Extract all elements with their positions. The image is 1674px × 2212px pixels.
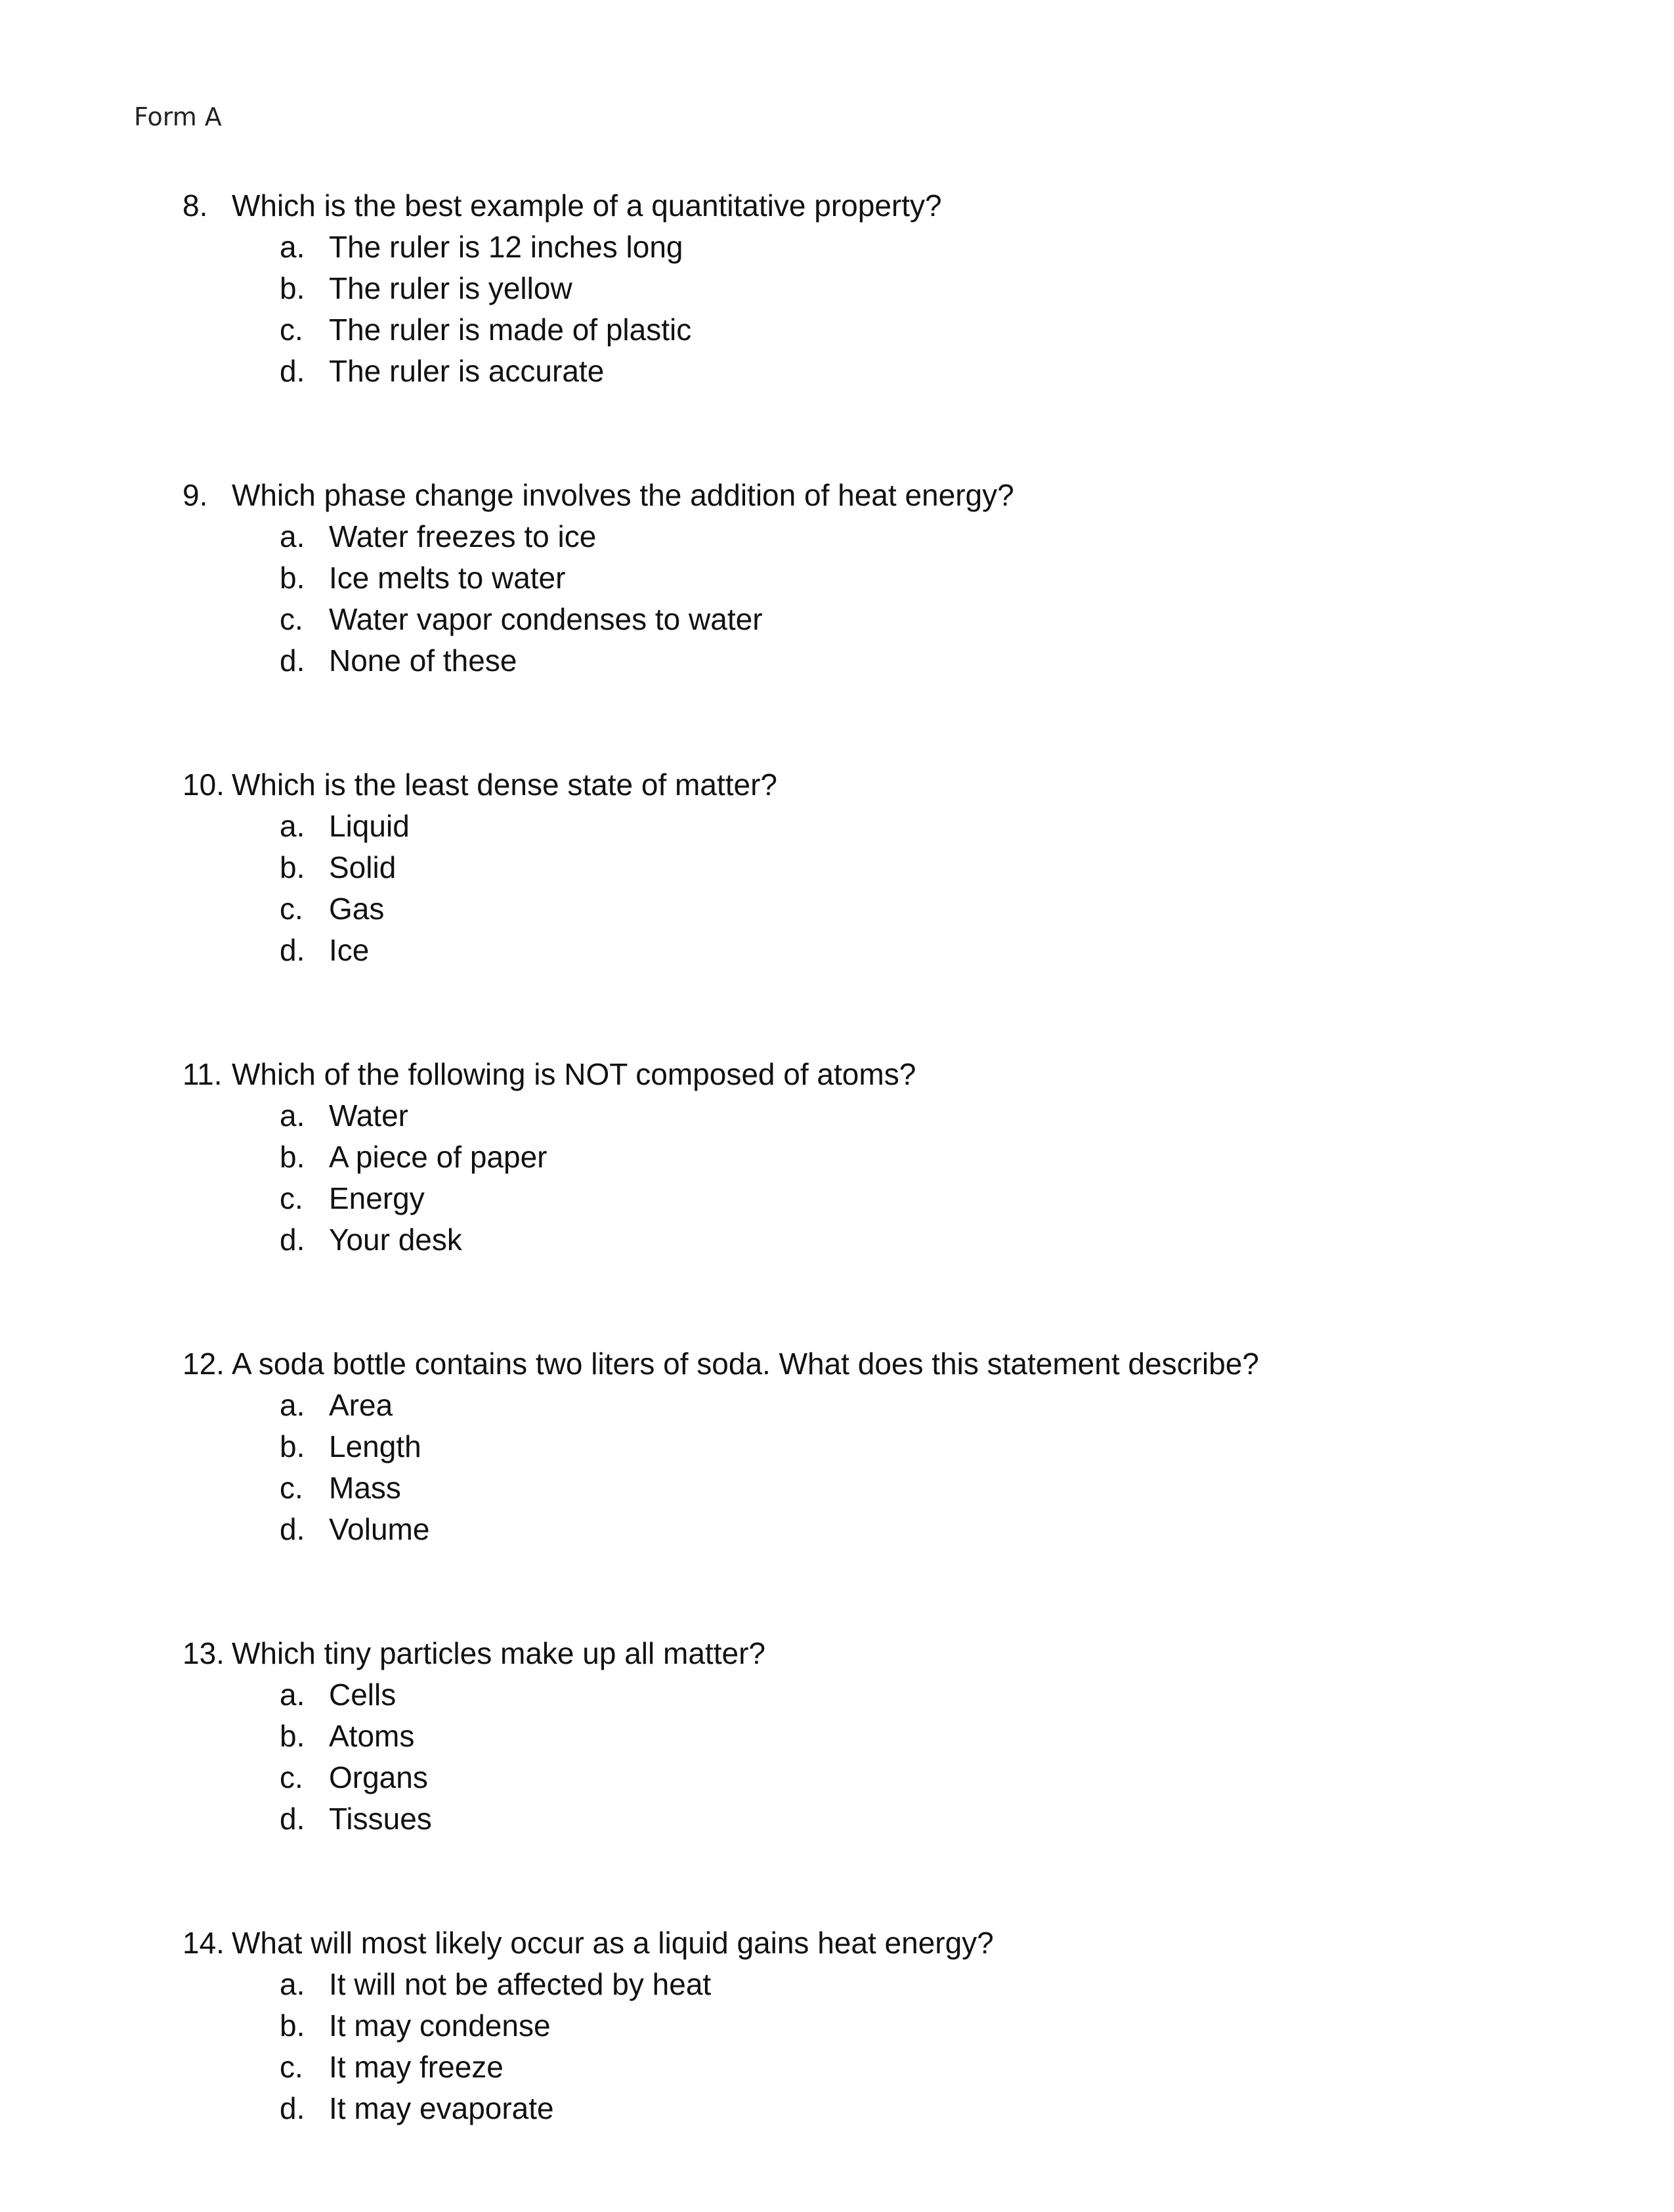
- answer-option-b: [182, 847, 1561, 888]
- answer-options: [182, 1385, 1561, 1550]
- answer-options: [182, 1674, 1561, 1840]
- option-text: Water freezes to ice: [329, 519, 597, 553]
- answer-options: [182, 1964, 1561, 2129]
- option-letter: b.: [280, 1719, 305, 1753]
- option-letter: a.: [280, 1388, 305, 1422]
- option-text: Your desk: [329, 1223, 462, 1257]
- option-letter: d.: [280, 933, 305, 967]
- question-9: [182, 475, 1561, 682]
- option-letter: c.: [280, 1760, 303, 1794]
- answer-option-d: [182, 1219, 1561, 1261]
- answer-option-c: [182, 309, 1561, 351]
- answer-option-c: [182, 888, 1561, 930]
- question-10: [182, 764, 1561, 971]
- option-text: A piece of paper: [329, 1140, 547, 1174]
- question-number: 11.: [182, 1057, 223, 1091]
- option-letter: c.: [280, 313, 303, 347]
- answer-option-b: [182, 1426, 1561, 1467]
- question-stem: [182, 764, 1561, 806]
- option-letter: b.: [280, 2008, 305, 2043]
- answer-option-c: [182, 1178, 1561, 1219]
- option-text: Solid: [329, 850, 397, 884]
- question-stem: [182, 1343, 1561, 1385]
- answer-option-d: [182, 1509, 1561, 1550]
- option-text: Water: [329, 1098, 408, 1133]
- option-letter: d.: [280, 1512, 305, 1546]
- answer-option-d: [182, 930, 1561, 971]
- option-letter: d.: [280, 2091, 305, 2125]
- option-letter: d.: [280, 354, 305, 388]
- option-text: Energy: [329, 1181, 425, 1215]
- option-text: The ruler is 12 inches long: [329, 230, 683, 264]
- answer-option-b: [182, 1137, 1561, 1178]
- option-letter: c.: [280, 892, 303, 926]
- option-letter: c.: [280, 602, 303, 636]
- option-letter: d.: [280, 1223, 305, 1257]
- question-text: A soda bottle contains two liters of soda. What does this statement describe?: [232, 1347, 1259, 1381]
- question-14: [182, 1922, 1561, 2129]
- option-text: None of these: [329, 643, 517, 678]
- answer-option-a: [182, 1674, 1561, 1716]
- question-number: 9.: [182, 478, 208, 512]
- question-number: 12.: [182, 1347, 225, 1381]
- option-text: Atoms: [329, 1719, 415, 1753]
- question-11: [182, 1054, 1561, 1261]
- option-letter: d.: [280, 1802, 305, 1836]
- option-letter: b.: [280, 1429, 305, 1464]
- option-text: Liquid: [329, 809, 410, 843]
- option-text: It may condense: [329, 2008, 551, 2043]
- question-number: 8.: [182, 188, 208, 223]
- question-text: What will most likely occur as a liquid gains heat energy?: [232, 1926, 994, 1960]
- option-letter: a.: [280, 1098, 305, 1133]
- question-8: [182, 185, 1561, 392]
- option-text: The ruler is made of plastic: [329, 313, 692, 347]
- question-text: Which is the best example of a quantitative property?: [232, 188, 942, 223]
- question-stem: [182, 1922, 1561, 1964]
- answer-option-a: [182, 516, 1561, 557]
- answer-option-a: [182, 227, 1561, 268]
- answer-options: [182, 227, 1561, 392]
- option-letter: b.: [280, 1140, 305, 1174]
- question-number: 10.: [182, 768, 225, 802]
- option-letter: c.: [280, 1181, 303, 1215]
- answer-option-a: [182, 1385, 1561, 1426]
- option-text: Gas: [329, 892, 385, 926]
- option-letter: a.: [280, 1967, 305, 2001]
- answer-option-b: [182, 1716, 1561, 1757]
- question-text: Which of the following is NOT composed of atoms?: [232, 1057, 916, 1091]
- option-letter: a.: [280, 809, 305, 843]
- option-text: It may evaporate: [329, 2091, 554, 2125]
- answer-option-b: [182, 557, 1561, 599]
- option-text: Water vapor condenses to water: [329, 602, 763, 636]
- answer-option-d: [182, 351, 1561, 392]
- option-text: The ruler is accurate: [329, 354, 605, 388]
- answer-options: [182, 516, 1561, 682]
- answer-option-b: [182, 268, 1561, 309]
- answer-option-c: [182, 2047, 1561, 2088]
- answer-option-a: [182, 1964, 1561, 2005]
- option-text: It will not be affected by heat: [329, 1967, 712, 2001]
- option-text: Length: [329, 1429, 421, 1464]
- question-text: Which phase change involves the addition of heat energy?: [232, 478, 1014, 512]
- option-letter: c.: [280, 1471, 303, 1505]
- answer-option-d: [182, 640, 1561, 682]
- question-stem: [182, 475, 1561, 516]
- option-text: Mass: [329, 1471, 401, 1505]
- question-number: 13.: [182, 1636, 225, 1670]
- answer-option-b: [182, 2005, 1561, 2047]
- question-text: Which is the least dense state of matter?: [232, 768, 777, 802]
- form-label: Form A: [134, 102, 222, 131]
- option-text: Ice: [329, 933, 370, 967]
- answer-option-c: [182, 599, 1561, 640]
- question-text: Which tiny particles make up all matter?: [232, 1636, 765, 1670]
- option-text: It may freeze: [329, 2050, 504, 2084]
- question-stem: [182, 1633, 1561, 1674]
- answer-option-d: [182, 2088, 1561, 2129]
- answer-options: [182, 806, 1561, 971]
- option-letter: b.: [280, 561, 305, 595]
- option-text: The ruler is yellow: [329, 271, 572, 305]
- answer-option-a: [182, 806, 1561, 847]
- option-text: Organs: [329, 1760, 428, 1794]
- option-letter: b.: [280, 271, 305, 305]
- option-letter: b.: [280, 850, 305, 884]
- option-letter: a.: [280, 519, 305, 553]
- question-12: [182, 1343, 1561, 1550]
- question-13: [182, 1633, 1561, 1840]
- option-text: Ice melts to water: [329, 561, 566, 595]
- option-letter: a.: [280, 230, 305, 264]
- option-letter: d.: [280, 643, 305, 678]
- question-list: [182, 185, 1561, 2212]
- answer-option-c: [182, 1467, 1561, 1509]
- question-stem: [182, 1054, 1561, 1095]
- question-stem: [182, 185, 1561, 227]
- answer-option-d: [182, 1798, 1561, 1840]
- question-number: 14.: [182, 1926, 225, 1960]
- option-text: Tissues: [329, 1802, 432, 1836]
- option-text: Volume: [329, 1512, 430, 1546]
- option-text: Area: [329, 1388, 393, 1422]
- answer-option-c: [182, 1757, 1561, 1798]
- answer-options: [182, 1095, 1561, 1261]
- option-letter: a.: [280, 1678, 305, 1712]
- option-letter: c.: [280, 2050, 303, 2084]
- option-text: Cells: [329, 1678, 397, 1712]
- answer-option-a: [182, 1095, 1561, 1137]
